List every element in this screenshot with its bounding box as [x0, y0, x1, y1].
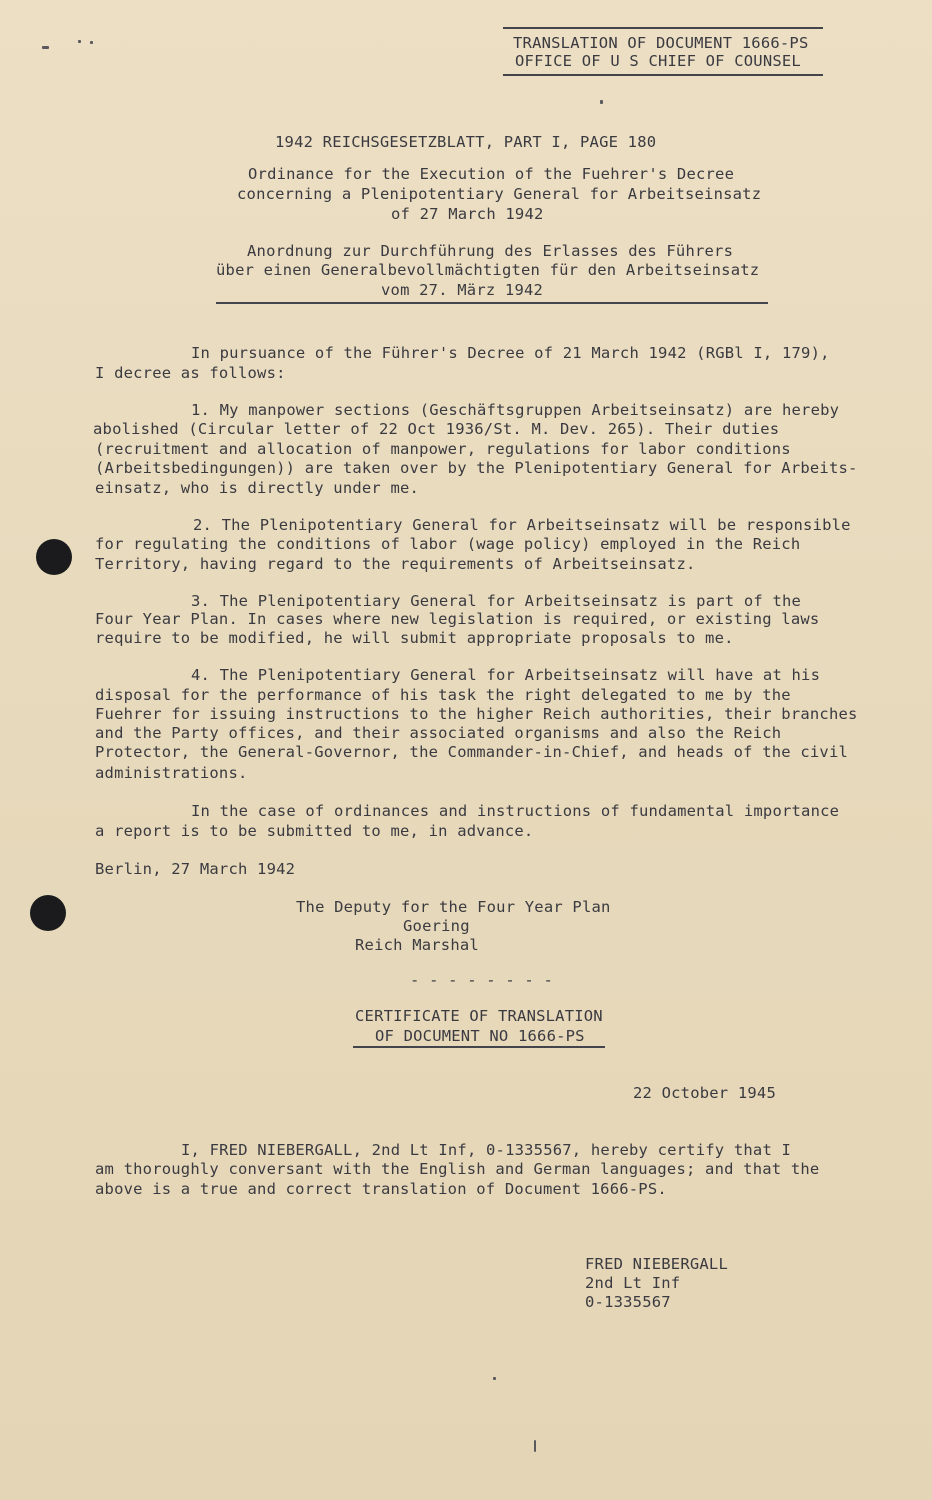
para3-line-2: Four Year Plan. In cases where new legislation is required, or existing laws: [95, 610, 820, 628]
para4-line-2: disposal for the performance of his task the right delegated to me by the: [95, 686, 791, 704]
punch-hole-upper: [36, 539, 72, 575]
para2-line-2: for regulating the conditions of labor (wage policy) employed in the Reich: [95, 535, 801, 553]
certificate-date: 22 October 1945: [633, 1084, 776, 1102]
header-line-1: TRANSLATION OF DOCUMENT 1666-PS: [513, 34, 809, 52]
signature-line-3: Reich Marshal: [355, 936, 479, 954]
ink-speck: [493, 1377, 496, 1380]
english-title-line-1: Ordinance for the Execution of the Fuehrer's Decree: [248, 165, 735, 183]
para1-line-5: einsatz, who is directly under me.: [95, 479, 420, 497]
translator-serial: 0-1335567: [585, 1293, 671, 1311]
german-title-line-1: Anordnung zur Durchführung des Erlasses des Führers: [247, 242, 734, 260]
header-line-2: OFFICE OF U S CHIEF OF COUNSEL: [515, 52, 801, 70]
para1-line-4: (Arbeitsbedingungen)) are taken over by the Plenipotentiary General for Arbeits-: [95, 459, 858, 477]
para5-line-2: a report is to be submitted to me, in advance.: [95, 822, 534, 840]
para2-line-3: Territory, having regard to the requirements of Arbeitseinsatz.: [95, 555, 696, 573]
para4-line-1: 4. The Plenipotentiary General for Arbeitseinsatz will have at his: [191, 666, 821, 684]
para5-line-1: In the case of ordinances and instructions of fundamental importance: [191, 802, 840, 820]
para4-line-3: Fuehrer for issuing instructions to the higher Reich authorities, their branches: [95, 705, 858, 723]
para4-line-4: and the Party offices, and their associated organisms and also the Reich: [95, 724, 782, 742]
signature-line-1: The Deputy for the Four Year Plan: [296, 898, 611, 916]
para4-line-6: administrations.: [95, 764, 248, 782]
ink-speck: [534, 1440, 536, 1452]
para1-line-3: (recruitment and allocation of manpower, regulations for labor conditions: [95, 440, 791, 458]
para3-line-3: require to be modified, he will submit appropriate proposals to me.: [95, 629, 734, 647]
certificate-text-line-3: above is a true and correct translation of Document 1666-PS.: [95, 1180, 667, 1198]
translator-rank: 2nd Lt Inf: [585, 1274, 681, 1292]
header-bottom-rule: [503, 74, 823, 76]
place-date: Berlin, 27 March 1942: [95, 860, 296, 878]
ink-speck: [90, 41, 93, 44]
certificate-heading-1: CERTIFICATE OF TRANSLATION: [355, 1007, 603, 1025]
source-title: 1942 REICHSGESETZBLATT, PART I, PAGE 180: [275, 133, 657, 151]
ink-speck: [78, 40, 81, 43]
english-title-line-3: of 27 March 1942: [391, 205, 544, 223]
punch-hole-lower: [30, 895, 66, 931]
english-title-line-2: concerning a Plenipotentiary General for Arbeitseinsatz: [237, 185, 762, 203]
para4-line-5: Protector, the General-Governor, the Commander-in-Chief, and heads of the civil: [95, 743, 849, 761]
intro-line-1: In pursuance of the Führer's Decree of 21 March 1942 (RGBl I, 179),: [191, 344, 830, 362]
para1-line-1: 1. My manpower sections (Geschäftsgruppen Arbeitseinsatz) are hereby: [191, 401, 840, 419]
para1-line-2: abolished (Circular letter of 22 Oct 1936/St. M. Dev. 265). Their duties: [93, 420, 780, 438]
intro-line-2: I decree as follows:: [95, 364, 286, 382]
header-top-rule: [503, 27, 823, 29]
german-title-line-3: vom 27. März 1942: [381, 281, 544, 299]
certificate-underline: [353, 1046, 605, 1048]
ink-speck: [600, 100, 603, 104]
separator-dashes: - - - - - - - -: [410, 971, 553, 989]
certificate-text-line-2: am thoroughly conversant with the English and German languages; and that the: [95, 1160, 820, 1178]
para3-line-1: 3. The Plenipotentiary General for Arbeitseinsatz is part of the: [191, 592, 802, 610]
translator-name: FRED NIEBERGALL: [585, 1255, 728, 1273]
title-underline: [216, 302, 768, 304]
certificate-heading-2: OF DOCUMENT NO 1666-PS: [375, 1027, 585, 1045]
ink-speck: [42, 46, 49, 49]
para2-line-1: 2. The Plenipotentiary General for Arbeitseinsatz will be responsible: [193, 516, 851, 534]
german-title-line-2: über einen Generalbevollmächtigten für den Arbeitseinsatz: [216, 261, 760, 279]
certificate-text-line-1: I, FRED NIEBERGALL, 2nd Lt Inf, 0-1335567, hereby certify that I: [181, 1141, 792, 1159]
signature-line-2: Goering: [403, 917, 470, 935]
